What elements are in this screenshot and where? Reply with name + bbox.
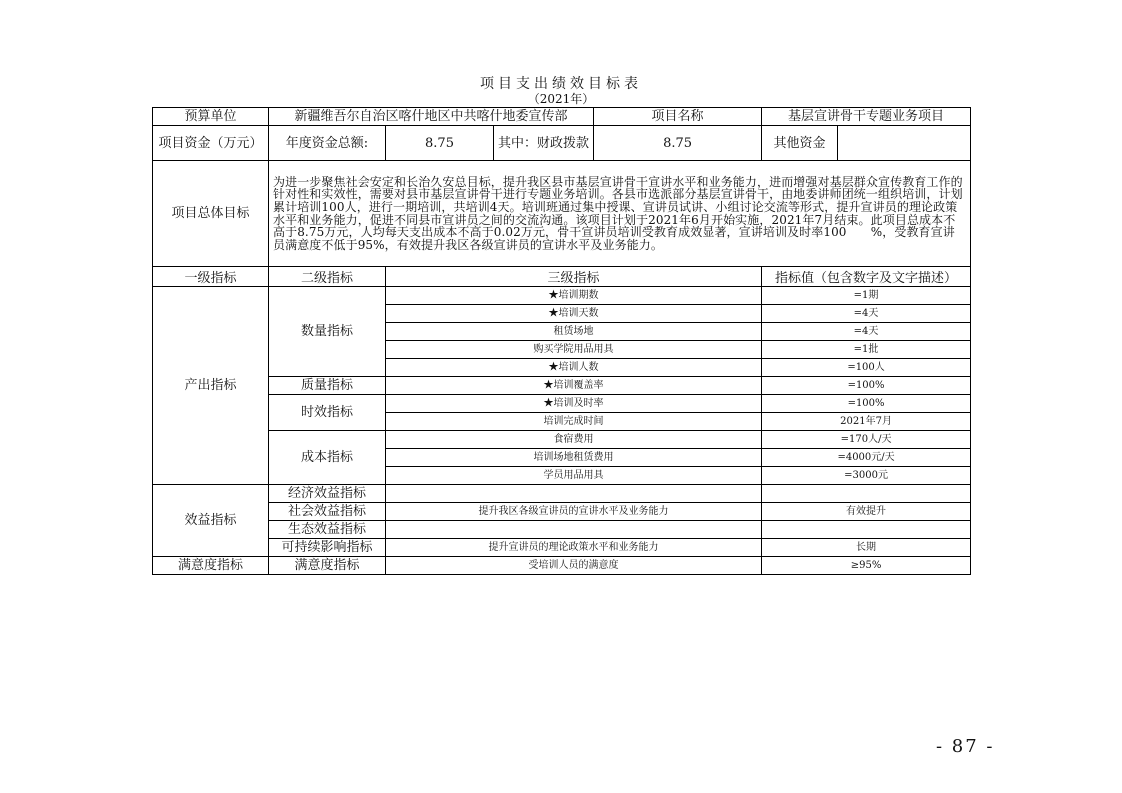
indicator-value: 有效提升: [762, 503, 971, 521]
cost-indicator-label: 成本指标: [269, 431, 386, 485]
quantity-indicator-label: 数量指标: [269, 287, 386, 377]
indicator-name: ★培训覆盖率: [386, 377, 762, 395]
indicator-name: 食宿费用: [386, 431, 762, 449]
indicator-value: [762, 485, 971, 503]
indicator-value: =100人: [762, 359, 971, 377]
ecological-benefit-label: 生态效益指标: [269, 521, 386, 539]
indicator-name: ★培训人数: [386, 359, 762, 377]
overall-goal-text: 为进一步聚焦社会安定和长治久安总目标，提升我区县市基层宣讲骨干宣讲水平和业务能力，进而增强对基层群众宣传教育工作的针对性和实效性，需要对县市基层宣讲骨干进行专题业务培训。各县市选派部分基层宣讲骨干，由地委讲师团统一组织培训，计划累计培训100人，进行一期培训，共培训4天。培训班通过集中授课、宣讲员试讲、小组讨论交流等形式，提升宣讲员的理论政策水平和业务能力，促进不同县市宣讲员之间的交流沟通。该项目计划于2021年6月开始实施，2021年7月结束。此项目总成本不高于8.75万元，人均每天支出成本不高于0.02万元，骨干宣讲员培训受教育成效显著，宣讲培训及时率100 %，受教育宣讲员满意度不低于95%，有效提升我区各级宣讲员的宣讲水平及业务能力。: [269, 161, 971, 267]
budget-unit-label: 预算单位: [153, 108, 269, 126]
fiscal-value: 8.75: [594, 126, 762, 161]
indicator-value: 长期: [762, 539, 971, 557]
other-funds-value: [838, 126, 971, 161]
indicator-value: =170人/天: [762, 431, 971, 449]
level3-header: 三级指标: [386, 267, 762, 287]
indicator-value: =100%: [762, 395, 971, 413]
indicator-name: 学员用品用具: [386, 467, 762, 485]
indicator-value: ≥95%: [762, 557, 971, 575]
indicator-name: 培训完成时间: [386, 413, 762, 431]
performance-table: [152, 107, 971, 575]
project-name-value: 基层宣讲骨干专题业务项目: [762, 108, 971, 126]
overall-goal-label: 项目总体目标: [153, 161, 269, 267]
timeliness-indicator-label: 时效指标: [269, 395, 386, 431]
indicator-name: [386, 521, 762, 539]
indicator-name: ★培训期数: [386, 287, 762, 305]
sustainable-impact-label: 可持续影响指标: [269, 539, 386, 557]
indicator-value: =4000元/天: [762, 449, 971, 467]
satisfaction-indicator-label: 满意度指标: [153, 557, 269, 575]
indicator-value: =1批: [762, 341, 971, 359]
indicator-name: ★培训天数: [386, 305, 762, 323]
level1-header: 一级指标: [153, 267, 269, 287]
social-benefit-label: 社会效益指标: [269, 503, 386, 521]
indicator-value: [762, 521, 971, 539]
indicator-value: =1期: [762, 287, 971, 305]
budget-unit-value: 新疆维吾尔自治区喀什地区中共喀什地委宣传部: [269, 108, 594, 126]
indicator-value: =100%: [762, 377, 971, 395]
level2-header: 二级指标: [269, 267, 386, 287]
table-year: （2021年）: [527, 92, 595, 106]
economic-benefit-label: 经济效益指标: [269, 485, 386, 503]
indicator-name: ★培训及时率: [386, 395, 762, 413]
indicator-name: 提升我区各级宣讲员的宣讲水平及业务能力: [386, 503, 762, 521]
indicator-name: 租赁场地: [386, 323, 762, 341]
indicator-value: =4天: [762, 323, 971, 341]
fiscal-label: 其中：财政拨款: [494, 126, 594, 161]
benefit-indicator-label: 效益指标: [153, 485, 269, 557]
value-header: 指标值（包含数字及文字描述）: [762, 267, 971, 287]
indicator-name: 提升宣讲员的理论政策水平和业务能力: [386, 539, 762, 557]
quality-indicator-label: 质量指标: [269, 377, 386, 395]
indicator-name: 受培训人员的满意度: [386, 557, 762, 575]
annual-total-label: 年度资金总额:: [269, 126, 386, 161]
output-indicator-label: 产出指标: [153, 287, 269, 485]
table-title: 项目支出绩效目标表: [480, 76, 642, 92]
indicator-name: [386, 485, 762, 503]
satisfaction-sub-label: 满意度指标: [269, 557, 386, 575]
other-funds-label: 其他资金: [762, 126, 838, 161]
indicator-value: =4天: [762, 305, 971, 323]
indicator-value: =3000元: [762, 467, 971, 485]
annual-total-value: 8.75: [386, 126, 494, 161]
indicator-value: 2021年7月: [762, 413, 971, 431]
page-number: - 87 -: [936, 736, 995, 757]
project-name-label: 项目名称: [594, 108, 762, 126]
indicator-name: 培训场地租赁费用: [386, 449, 762, 467]
indicator-name: 购买学院用品用具: [386, 341, 762, 359]
funds-label: 项目资金（万元）: [153, 126, 269, 161]
